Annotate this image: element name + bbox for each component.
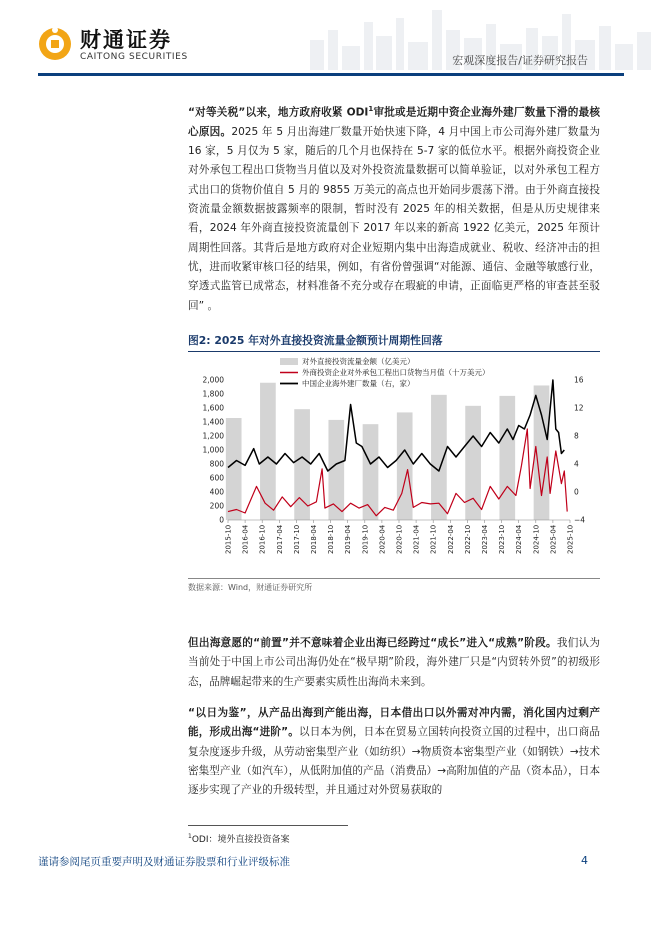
paragraph-japan xyxy=(188,704,600,800)
x-axis-tick: 2018-10 xyxy=(327,524,336,554)
figure-title: 图2: 2025 年对外直接投资流量金额预计周期性回落 xyxy=(188,334,443,347)
right-axis-tick: 16 xyxy=(574,375,584,385)
left-axis-tick: 1,000 xyxy=(202,445,224,455)
right-axis-tick: 4 xyxy=(574,459,579,469)
legend-label-bar: 对外直接投资流量金额（亿美元） xyxy=(302,357,415,366)
page-number: 4 xyxy=(581,854,588,867)
legend-label-red: 外商投资企业对外承包工程出口货物当月值（十万美元） xyxy=(302,368,490,377)
x-axis-tick: 2020-04 xyxy=(378,524,387,554)
paragraph-odi xyxy=(188,100,600,316)
left-axis-tick: 2,000 xyxy=(202,375,224,385)
right-axis-tick: 8 xyxy=(574,431,579,441)
odi-bar xyxy=(260,383,276,520)
footer-disclaimer-link[interactable]: 谨请参阅尾页重要声明及财通证券股票和行业评级标准 xyxy=(38,856,290,868)
x-axis-tick: 2019-04 xyxy=(344,524,353,554)
footnote-ref[interactable]: 1 xyxy=(368,105,374,113)
paragraph-stage-body: 我们认为当前处于中国上市公司出海仍处在“极早期”阶段，海外建厂只是“内贸转外贸”的初级形态，品牌崛起带来的生产要素实质性出海尚未来到。 xyxy=(188,637,601,688)
paragraph-odi-body: 2025 年 5 月出海建厂数量开始快速下降，4 月中国上市公司海外建厂数量为 16 家，5 月仅为 5 家，随后的几个月也保持在 5-7 家的低位水平。根据外商投资企业对外承包工程出口货物当月值以及对外投资流量数据可以简单验证，以对外承包工程方式出口的货物价值自 5 月的 9855 万美元的高点也开始同步震荡下滑。由于外商直接投资流量金额数据披露频率的限制，暂时没有 2025 年的相关数据，但是从历史规律来看，2024 年外商直接投资流量创下 2017 年以来的新高 1922 亿美元，2025 年预计周期性回落。其背后是地方政府对企业短期内集中出海造成就业、税收、经济冲击的担忧，进而收紧审核口径的结果，例如，有省份曾强调“对能源、通信、金融等敏感行业，穿透式监管已成常态，材料准备不充分或存在瑕疵的申请，正面临更严格的审查甚至驳回” 。 xyxy=(188,125,600,312)
x-axis-tick: 2019-10 xyxy=(361,524,370,554)
paragraph-japan-lead: “以日为鉴”，从产品出海到产能出海，日本借出口以外需对冲内需，消化国内过剩产能，形成出海“进阶”。 xyxy=(188,707,600,739)
header-rule xyxy=(38,73,624,76)
left-axis-tick: 1,400 xyxy=(202,417,224,427)
footnote-number: 1 xyxy=(188,833,192,840)
odi-chart xyxy=(188,356,600,576)
left-axis-tick: 400 xyxy=(209,487,224,497)
odi-bar xyxy=(499,396,515,520)
x-axis-tick: 2023-04 xyxy=(481,524,489,554)
x-axis-tick: 2018-04 xyxy=(310,524,318,554)
footnote-rule xyxy=(188,825,348,826)
paragraph-odi-lead-2: 审批或是近期中资企业海外建厂数量下滑的最核心原因。 xyxy=(188,106,601,138)
x-axis-tick: 2016-04 xyxy=(241,524,250,554)
right-axis-tick: 12 xyxy=(574,403,584,413)
odi-bar xyxy=(397,412,413,520)
left-axis-tick: 0 xyxy=(219,515,224,525)
left-axis-tick: 800 xyxy=(209,459,224,469)
x-axis-tick: 2020-10 xyxy=(395,524,404,554)
left-axis-tick: 600 xyxy=(209,473,224,483)
figure-source: 数据来源：Wind，财通证券研究所 xyxy=(188,583,313,592)
odi-bar xyxy=(294,409,310,520)
paragraph-stage xyxy=(188,634,600,692)
legend-swatch-bar xyxy=(280,358,298,365)
paragraph-odi-lead: “对等关税”以来，地方政府收紧 ODI xyxy=(188,106,369,119)
left-axis-tick: 1,800 xyxy=(202,389,224,399)
x-axis-tick: 2015-10 xyxy=(224,524,233,554)
paragraph-stage-lead: 但出海意愿的“前置”并不意味着企业出海已经跨过“成长”进入“成熟”阶段。 xyxy=(188,637,557,649)
odi-bar xyxy=(226,418,242,520)
x-axis-tick: 2023-10 xyxy=(498,524,507,554)
company-name-en: CAITONG SECURITIES xyxy=(80,52,188,62)
company-name-cn: 财通证券 xyxy=(80,28,172,52)
left-axis-tick: 1,200 xyxy=(202,431,224,441)
x-axis-tick: 2025-04 xyxy=(549,524,558,554)
x-axis-tick: 2024-10 xyxy=(532,524,541,554)
figure-bottom-rule xyxy=(188,578,600,579)
x-axis-tick: 2024-04 xyxy=(515,524,524,554)
paragraph-japan-body: 以日本为例，日本在贸易立国转向投资立国的过程中，出口商品复杂度逐步升级，从劳动密集型产业（如纺织）→物质资本密集型产业（如钢铁）→技术密集型产业（如汽车），从低附加值的产品（消费品）→高附加值的产品（资本品），日本逐步实现了产业的升级转型，并且通过对外贸易获取的 xyxy=(188,726,600,797)
x-axis-tick: 2021-10 xyxy=(429,524,438,554)
report-type-label: 宏观深度报告/证券研究报告 xyxy=(452,54,588,67)
x-axis-tick: 2022-04 xyxy=(446,524,455,554)
right-axis-tick: −4 xyxy=(574,515,586,525)
left-axis-tick: 1,600 xyxy=(202,403,224,413)
right-axis-tick: 0 xyxy=(574,487,579,497)
left-axis-tick: 200 xyxy=(209,501,224,511)
footnote xyxy=(188,832,290,845)
x-axis-tick: 2017-10 xyxy=(292,524,301,554)
legend-label-black: 中国企业海外建厂数量（右，家） xyxy=(302,379,415,388)
x-axis-tick: 2016-10 xyxy=(258,524,267,554)
x-axis-tick: 2022-10 xyxy=(463,524,472,554)
x-axis-tick: 2021-04 xyxy=(412,524,421,554)
odi-bar xyxy=(465,406,481,520)
figure-title-rule xyxy=(188,351,600,352)
x-axis-tick: 2025-10 xyxy=(566,524,575,554)
footnote-text: ODI：境外直接投资备案 xyxy=(191,835,290,845)
caitong-logo-icon xyxy=(38,26,72,62)
x-axis-tick: 2017-04 xyxy=(275,524,284,554)
